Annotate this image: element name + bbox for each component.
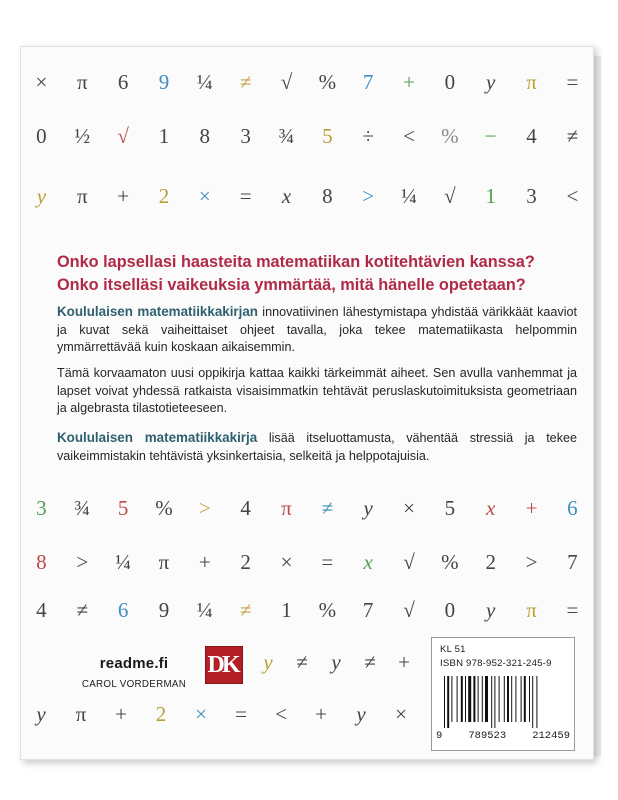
paragraph-3-text: lisää itseluottamusta, vähentää stressiä ja tekee vaikeimmistakin tehtävistä yksinkertaisia, selkeitä ja helppotajuisia.: [57, 431, 577, 463]
barcode-bar: [491, 676, 492, 728]
math-symbol: 3: [240, 123, 251, 148]
math-symbol: 5: [322, 123, 333, 148]
math-symbol: 0: [36, 123, 47, 148]
math-symbol: y: [486, 597, 496, 622]
symbol-row: [21, 545, 593, 579]
math-symbol: <: [403, 123, 415, 148]
math-symbol: 3: [526, 183, 537, 208]
math-symbol: 7: [362, 69, 374, 94]
math-symbol: ¼: [115, 549, 131, 574]
math-symbol: x: [281, 183, 292, 208]
math-symbol: %: [441, 123, 459, 148]
math-symbol: %: [441, 549, 459, 574]
math-symbol: 4: [526, 123, 537, 148]
math-symbol: 8: [36, 549, 47, 574]
math-symbol: ≠: [239, 69, 252, 94]
math-symbol: ≠: [364, 649, 376, 674]
math-symbol: 3: [36, 495, 47, 520]
math-symbol: π: [526, 597, 537, 622]
math-symbol: 7: [362, 597, 374, 622]
math-symbol: 9: [158, 69, 170, 94]
barcode-digit-group: 9: [436, 730, 443, 742]
math-symbol: 0: [444, 597, 456, 622]
math-symbol: %: [155, 495, 173, 520]
math-symbol: 2: [158, 183, 170, 208]
barcode: [444, 676, 562, 728]
math-symbol: =: [321, 549, 334, 574]
math-symbol: y: [356, 701, 366, 726]
math-symbol: 8: [322, 183, 333, 208]
barcode-digits: [436, 730, 570, 742]
paragraph-1-text: innovatiivinen lähestymistapa yhdistää värikkäät kaaviot ja kuvat sekä vaiheittaiset ohjeet tavalla, joka tekee matematiikasta helpommin ymmärrettävää kuin koskaan aikaisemmin.: [57, 305, 577, 354]
barcode-bar: [444, 676, 445, 728]
math-symbol: y: [36, 701, 46, 726]
barcode-digit-group: 789523: [468, 730, 507, 742]
math-symbol: ≠: [76, 597, 89, 622]
math-symbol: ×: [198, 183, 211, 208]
symbol-row: [21, 593, 593, 627]
math-symbol: 1: [485, 183, 496, 208]
math-symbol: ¾: [278, 123, 295, 148]
barcode-bar: [532, 676, 533, 728]
barcode-bar: [461, 676, 463, 722]
math-symbol: 1: [281, 597, 292, 622]
symbol-row: [21, 697, 421, 731]
math-symbol: ÷: [362, 123, 374, 148]
math-symbol: y: [36, 183, 47, 208]
math-symbol: y: [363, 495, 373, 520]
math-symbol: >: [362, 183, 375, 208]
math-symbol: =: [566, 597, 579, 622]
barcode-bar: [473, 676, 475, 722]
math-symbol: 9: [158, 597, 170, 622]
math-symbol: ¼: [196, 69, 213, 94]
math-symbol: ½: [74, 123, 91, 148]
kl-code: KL 51: [440, 644, 466, 655]
math-symbol: 6: [117, 597, 129, 622]
math-symbol: ×: [280, 549, 293, 574]
barcode-bar: [499, 676, 500, 722]
math-symbol: =: [235, 701, 247, 726]
math-symbol: 5: [444, 495, 456, 520]
math-symbol: =: [239, 183, 252, 208]
readme-logo: readme.fi: [99, 655, 169, 672]
math-symbol: >: [525, 549, 538, 574]
math-symbol: ≠: [321, 495, 334, 520]
intro-line-1: Onko lapsellasi haasteita matematiikan kotitehtävien kanssa?: [57, 253, 535, 271]
math-symbol: √: [444, 183, 456, 208]
barcode-bar: [447, 676, 449, 728]
barcode-bar: [536, 676, 537, 728]
math-symbol: 4: [240, 495, 251, 520]
dk-logo: [205, 646, 243, 684]
math-symbol: √: [280, 69, 293, 94]
barcode-bar: [529, 676, 530, 722]
math-symbol: +: [198, 549, 211, 574]
symbol-row: [21, 491, 593, 525]
paragraph-1: [57, 303, 577, 357]
math-symbol: %: [318, 597, 337, 622]
math-symbol: +: [398, 649, 410, 674]
barcode-bar: [511, 676, 512, 722]
math-symbol: +: [117, 183, 130, 208]
math-symbol: y: [486, 69, 496, 94]
math-symbol: 6: [117, 69, 129, 94]
barcode-bar: [478, 676, 479, 722]
math-symbol: ¾: [74, 495, 91, 520]
math-symbol: π: [76, 69, 88, 94]
math-symbol: 6: [567, 495, 578, 520]
barcode-bar: [504, 676, 505, 722]
intro-line-2: Onko itselläsi vaikeuksia ymmärtää, mitä hänelle opetetaan?: [57, 276, 526, 294]
isbn-box: [431, 637, 575, 751]
math-symbol: ≠: [239, 597, 252, 622]
math-symbol: 7: [567, 549, 578, 574]
book-title-highlight: Koululaisen matematiikkakirja: [57, 430, 258, 445]
math-symbol: =: [566, 69, 579, 94]
math-symbol: +: [403, 69, 415, 94]
math-symbol: ≠: [296, 649, 308, 674]
book-back-cover: [20, 46, 594, 760]
math-symbol: π: [158, 549, 170, 574]
barcode-bar: [515, 676, 516, 722]
paragraph-2: [57, 365, 577, 418]
math-symbol: π: [75, 701, 87, 726]
math-symbol: x: [363, 549, 373, 574]
math-symbol: +: [525, 495, 538, 520]
math-symbol: 4: [36, 597, 47, 622]
math-symbol: 5: [117, 495, 129, 520]
barcode-bar: [494, 676, 495, 728]
barcode-bar: [524, 676, 526, 722]
symbol-row: [21, 179, 593, 213]
barcode-digit-group: 212459: [532, 730, 570, 742]
barcode-bar: [451, 676, 452, 722]
math-symbol: −: [484, 123, 497, 148]
math-symbol: <: [275, 701, 287, 726]
math-symbol: +: [115, 701, 127, 726]
paragraph-2-text: Tämä korvaamaton uusi oppikirja kattaa kaikki tärkeimmät aiheet. Sen avulla vanhemmat ja lapset voivat yhdessä ratkaista visaisimmatkin tehtävät peruslaskutoimituksista geometriaan ja algebrasta tilastotieteeseen.: [57, 366, 577, 415]
symbol-row: [21, 65, 593, 99]
math-symbol: ¼: [196, 597, 213, 622]
barcode-bar: [465, 676, 466, 722]
math-symbol: +: [315, 701, 327, 726]
barcode-bar: [521, 676, 522, 722]
barcode-bar: [482, 676, 483, 722]
math-symbol: %: [318, 69, 337, 94]
math-symbol: ×: [395, 701, 407, 726]
math-symbol: 2: [240, 549, 251, 574]
paragraph-3: [57, 429, 577, 465]
math-symbol: 2: [155, 701, 167, 726]
math-symbol: >: [198, 495, 211, 520]
math-symbol: <: [566, 183, 579, 208]
math-symbol: π: [76, 183, 88, 208]
math-symbol: 0: [444, 69, 456, 94]
math-symbol: ¼: [401, 183, 417, 208]
math-symbol: y: [263, 649, 273, 674]
barcode-bar: [507, 676, 509, 722]
math-symbol: ×: [35, 69, 48, 94]
math-symbol: ×: [403, 495, 415, 520]
math-symbol: π: [281, 495, 292, 520]
book-title-highlight: Koululaisen matematiikkakirjan: [57, 304, 258, 319]
symbol-row: [251, 645, 421, 679]
intro-questions: [57, 251, 577, 297]
barcode-bar: [457, 676, 458, 722]
dk-logo-text: DK: [207, 651, 238, 678]
barcode-bar: [468, 676, 471, 722]
barcode-bar: [485, 676, 488, 722]
math-symbol: ≠: [566, 123, 579, 148]
math-symbol: 2: [485, 549, 496, 574]
math-symbol: √: [403, 549, 415, 574]
author-name: CAROL VORDERMAN: [81, 679, 187, 690]
math-symbol: 8: [199, 123, 211, 148]
math-symbol: √: [403, 597, 415, 622]
math-symbol: π: [526, 69, 537, 94]
math-symbol: ×: [195, 701, 207, 726]
math-symbol: √: [117, 123, 129, 148]
isbn-number: ISBN 978-952-321-245-9: [440, 658, 552, 669]
symbol-row: [21, 119, 593, 153]
math-symbol: 1: [158, 123, 170, 148]
math-symbol: x: [486, 495, 496, 520]
publisher-block: [79, 655, 189, 690]
math-symbol: >: [76, 549, 89, 574]
math-symbol: y: [331, 649, 341, 674]
